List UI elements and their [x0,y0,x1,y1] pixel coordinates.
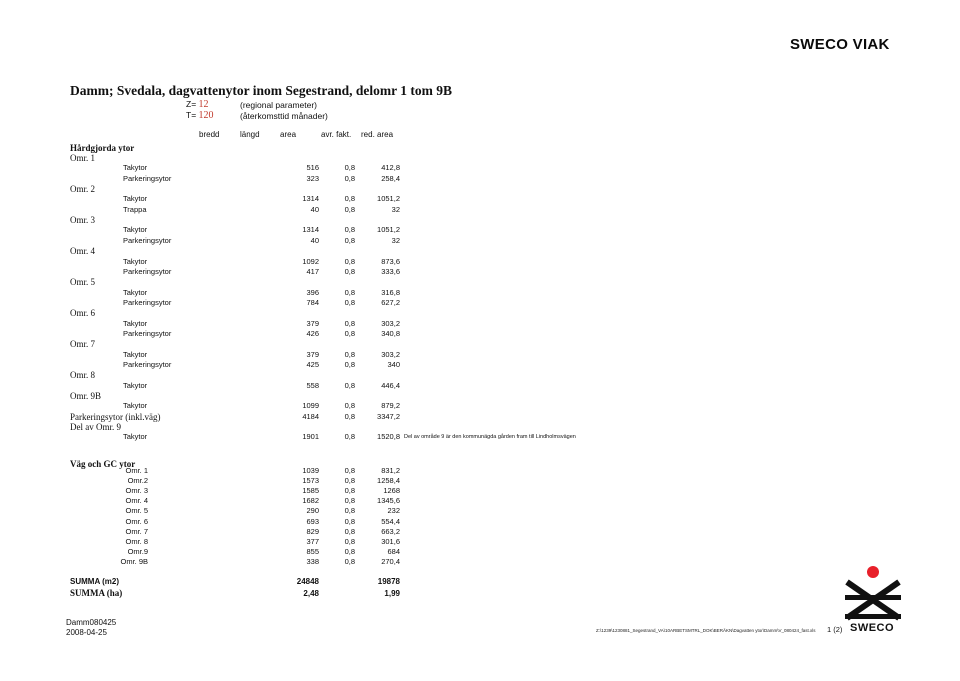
table-row [0,236,960,246]
factor-value: 0,8 [344,536,355,546]
section-row [0,370,960,380]
table-row [0,298,960,308]
file-path: Z:\1239\1230881_Segestrand_VA\10ARBETSMTRL_DOK\BERÄKN\Dagvatten ytor\Damm\V_080424_fast.xls [596,628,816,633]
row-label: Takytor [123,380,148,390]
section-hardgjorda: Hårdgjorda ytor [70,143,135,153]
reduced-area-value: 1345,6 [377,496,400,506]
table-row [0,360,960,370]
area-value: 40 [310,235,319,245]
reduced-area-value: 1258,4 [377,476,400,486]
section-row [0,184,960,194]
area-value: 379 [306,318,319,328]
reduced-area-value: 627,2 [381,297,400,307]
factor-value: 0,8 [344,516,355,526]
section-row [0,308,960,318]
summa-ha-label: SUMMA (ha) [70,588,123,598]
area-value: 693 [306,516,319,526]
z-description: (regional parameter) [240,100,318,110]
reduced-area-value: 303,2 [381,318,400,328]
factor-value: 0,8 [344,256,355,266]
page-title: Damm; Svedala, dagvattenytor inom Segestrand, delomr 1 tom 9B [70,83,452,98]
row-label: Takytor [123,287,148,297]
section-row [0,422,960,432]
area-value: 290 [306,506,319,516]
table-row [0,174,960,184]
row-label: Takytor [123,401,148,411]
row-label: Trappa [123,204,147,214]
area-value: 1314 [302,225,319,235]
row-label: Parkeringsytor [123,328,172,338]
row-label: Takytor [123,432,148,442]
factor-value: 0,8 [344,194,355,204]
factor-value: 0,8 [344,496,355,506]
reduced-area-value: 1051,2 [377,194,400,204]
factor-value: 0,8 [344,204,355,214]
row-label: Omr. 3 [125,486,148,496]
area-heading: Omr. 9B [70,391,102,402]
reduced-area-value: 32 [391,235,400,245]
reduced-area-value: 3347,2 [377,411,400,421]
param-t [186,110,214,121]
table-row [0,319,960,329]
row-label: Omr.2 [127,476,148,486]
area-value: 40 [310,204,319,214]
area-value: 516 [306,163,319,173]
table-row [0,517,960,527]
area-heading: Omr. 1 [70,153,96,163]
row-label: Parkeringsytor [123,235,172,245]
reduced-area-value: 554,4 [381,516,400,526]
col-area: area [280,130,297,139]
area-value: 829 [306,526,319,536]
row-label: Parkeringsytor [123,360,172,369]
reduced-area-value: 232 [387,506,400,516]
reduced-area-value: 663,2 [381,526,400,536]
summa-ha-area: 2,48 [303,589,319,598]
area-value: 377 [306,536,319,546]
sweco-logo-icon [843,564,903,622]
reduced-area-value: 1051,2 [377,225,400,235]
table-row [0,547,960,557]
factor-value: 0,8 [344,287,355,297]
reduced-area-value: 340,8 [381,328,400,338]
area-value: 396 [306,287,319,297]
factor-value: 0,8 [344,163,355,173]
reduced-area-value: 270,4 [381,556,400,566]
reduced-area-value: 1520,8 [377,432,400,442]
brand-header: SWECO VIAK [790,36,890,53]
factor-value: 0,8 [344,546,355,556]
table-row [0,466,960,476]
reduced-area-value: 831,2 [381,466,400,475]
area-heading: Omr. 3 [70,215,96,226]
area-value: 1901 [302,432,319,442]
row-label: Omr. 6 [125,516,148,526]
table-row [0,496,960,506]
row-label: Takytor [123,225,148,235]
doc-name: Damm080425 [66,618,117,627]
col-langd: längd [240,130,260,139]
page-number: 1 (2) [827,625,843,634]
area-heading: Del av Omr. 9 [70,422,121,433]
reduced-area-value: 446,4 [381,380,400,390]
table-row [0,225,960,235]
area-heading: Omr. 4 [70,246,96,257]
summa-m2-label: SUMMA (m2) [70,577,120,586]
row-label: Takytor [123,163,148,173]
factor-value: 0,8 [344,476,355,486]
section-row [0,153,960,163]
area-heading: Omr. 7 [70,339,96,350]
factor-value: 0,8 [344,506,355,516]
factor-value: 0,8 [344,466,355,475]
area-value: 1314 [302,194,319,204]
doc-date: 2008-04-25 [66,628,107,637]
area-value: 426 [306,328,319,338]
row-label: Omr. 7 [125,526,148,536]
table-row [0,267,960,277]
area-value: 1099 [302,401,319,411]
area-value: 338 [306,556,319,566]
t-description: (återkomsttid månader) [240,111,328,121]
area-value: 417 [306,266,319,276]
row-label: Parkeringsytor [123,266,172,276]
factor-value: 0,8 [344,225,355,235]
area-value: 323 [306,173,319,183]
reduced-area-value: 32 [391,204,400,214]
area-value: 1092 [302,256,319,266]
reduced-area-value: 301,6 [381,536,400,546]
row-label: Omr. 9B [120,556,148,566]
factor-value: 0,8 [344,556,355,566]
row-label: Takytor [123,256,148,266]
factor-value: 0,8 [344,432,355,442]
section-row [0,339,960,349]
row-label: Omr.9 [127,546,148,556]
z-value: 12 [198,99,209,110]
area-heading: Omr. 2 [70,184,96,195]
summa-m2-area: 24848 [296,577,319,586]
reduced-area-value: 1268 [383,486,400,496]
reduced-area-value: 333,6 [381,266,400,276]
param-z [186,99,209,110]
col-bredd: bredd [199,130,220,139]
area-value: 1039 [302,466,319,475]
t-value: 120 [198,110,214,121]
factor-value: 0,8 [344,380,355,390]
row-label: Takytor [123,349,148,359]
row-label: Takytor [123,194,148,204]
factor-value: 0,8 [344,328,355,338]
table-row [0,205,960,215]
area-heading: Omr. 5 [70,277,96,288]
table-row [0,381,960,391]
reduced-area-value: 879,2 [381,401,400,411]
row-label: Takytor [123,318,148,328]
area-heading: Parkeringsytor (inkl.väg) [70,411,161,422]
area-heading: Omr. 6 [70,308,96,319]
table-row [0,329,960,339]
section-row [0,246,960,256]
table-row [0,486,960,496]
row-label: Omr. 1 [125,466,148,475]
section-vag-gc: Väg och GC ytor [70,459,136,469]
row-label: Omr. 5 [125,506,148,516]
area-value: 4184 [302,411,319,421]
t-label: T= [186,110,197,120]
table-row [0,537,960,547]
factor-value: 0,8 [344,401,355,411]
row-label: Parkeringsytor [123,173,172,183]
factor-value: 0,8 [344,411,355,421]
row-label: Omr. 8 [125,536,148,546]
table-row [0,432,960,442]
reduced-area-value: 316,8 [381,287,400,297]
factor-value: 0,8 [344,266,355,276]
table-row [0,527,960,537]
area-value: 1573 [302,476,319,486]
area-value: 855 [306,546,319,556]
reduced-area-value: 258,4 [381,173,400,183]
area-value: 425 [306,360,319,369]
reduced-area-value: 412,8 [381,163,400,173]
table-row [0,350,960,360]
area-value: 379 [306,349,319,359]
summa-ha-red: 1,99 [384,589,400,598]
section-row [0,277,960,287]
factor-value: 0,8 [344,173,355,183]
factor-value: 0,8 [344,360,355,369]
summa-m2-red: 19878 [377,577,400,586]
area-value: 784 [306,297,319,307]
factor-value: 0,8 [344,297,355,307]
factor-value: 0,8 [344,318,355,328]
factor-value: 0,8 [344,526,355,536]
col-red-area: red. area [361,130,394,139]
area-value: 1682 [302,496,319,506]
reduced-area-value: 303,2 [381,349,400,359]
table-row [0,557,960,567]
section-row [0,215,960,225]
reduced-area-value: 684 [387,546,400,556]
section-row [0,412,960,422]
table-row [0,401,960,411]
table-row [0,476,960,486]
factor-value: 0,8 [344,486,355,496]
row-label: Omr. 4 [125,496,148,506]
area-heading: Omr. 8 [70,370,96,381]
table-row [0,288,960,298]
factor-value: 0,8 [344,235,355,245]
table-row [0,163,960,173]
row-note: Del av område 9 är den kommunägda gården fram till Lindholmsvägen [404,434,576,441]
table-row [0,257,960,267]
section-row [0,391,960,401]
col-avr-fakt: avr. fakt. [321,130,352,139]
area-value: 558 [306,380,319,390]
z-label: Z= [186,99,197,109]
reduced-area-value: 873,6 [381,256,400,266]
factor-value: 0,8 [344,349,355,359]
table-row [0,194,960,204]
row-label: Parkeringsytor [123,297,172,307]
sweco-logo-text: SWECO [850,622,895,634]
table-row [0,506,960,516]
area-value: 1585 [302,486,319,496]
reduced-area-value: 340 [387,360,400,369]
